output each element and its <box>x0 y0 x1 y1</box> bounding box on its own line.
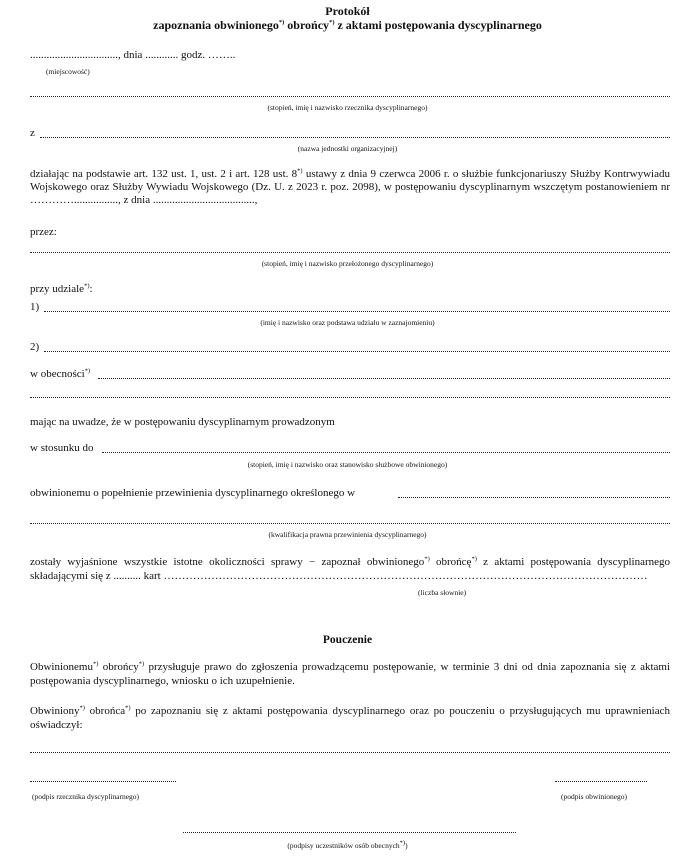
place-date-line: ................................, dnia ............ godz. …….. <box>30 49 236 61</box>
proceeding-sentence: mając na uwadze, że w postępowaniu dyscyplinarnym prowadzonym <box>30 416 335 428</box>
accused-signature-caption: (podpis obwinionego) <box>561 792 628 801</box>
accused-label: w stosunku do <box>30 442 94 454</box>
spokesman-caption: (stopień, imię i nazwisko rzecznika dyscyplinarnego) <box>267 103 428 112</box>
spokesman-signature-caption: (podpis rzecznika dyscyplinarnego) <box>32 792 140 801</box>
participants-signature-field[interactable] <box>183 832 516 833</box>
presence-field-2[interactable] <box>30 397 670 398</box>
document-title: Protokół <box>325 4 370 18</box>
participant-2-field[interactable] <box>44 351 670 352</box>
date-field[interactable]: ............ <box>145 49 179 61</box>
document-subtitle: zapoznania obwinionego*) obrońcy*) z aktami postępowania dyscyplinarnego <box>153 18 542 32</box>
participant-2-number: 2) <box>30 341 40 353</box>
charge-field-2[interactable] <box>30 523 670 524</box>
spokesman-signature-field[interactable] <box>30 781 176 782</box>
time-field[interactable]: …….. <box>207 49 236 61</box>
statement-field[interactable] <box>30 752 670 753</box>
participant-caption: (imię i nazwisko oraz podstawa udziału w zaznajomieniu) <box>260 318 435 327</box>
przez-label: przez: <box>30 226 57 238</box>
spokesman-field[interactable] <box>30 96 670 97</box>
superior-caption: (stopień, imię i nazwisko przełożonego dyscyplinarnego) <box>261 259 434 268</box>
participant-1-number: 1) <box>30 301 40 313</box>
accused-signature-field[interactable] <box>555 781 647 782</box>
unit-field[interactable] <box>40 137 670 138</box>
participant-1-field[interactable] <box>44 311 670 312</box>
files-sentence: zostały wyjaśnione wszystkie istotne okoliczności sprawy − zapoznał obwinionego*) obrońcę*) z aktami postępowania dyscyplinarnego składającymi się z .......... kart …………………………………………………………………………………………………………………… <box>30 555 670 582</box>
z-label: z <box>30 127 35 139</box>
accused-field[interactable] <box>102 452 670 453</box>
presence-label: w obecności*) <box>30 367 91 380</box>
legal-basis-paragraph: działając na podstawie art. 132 ust. 1, ust. 2 i art. 128 ust. 8*) ustawy z dnia 9 czerwca 2006 r. o służbie funkcjonariuszy Służby Kontrwywiadu Wojskowego oraz Służby Wywiadu Wojskowego (Dz. U. z 2023 r. poz. 2098), w postępowaniu dyscyplinarnym wszczętym postanowieniem nr …………................, z dnia ....................................., <box>30 167 670 206</box>
in-words-caption: (liczba słownie) <box>418 588 467 597</box>
place-caption: (miejscowość) <box>46 67 90 76</box>
participation-label: przy udziale*): <box>30 282 93 295</box>
superior-field[interactable] <box>30 252 670 253</box>
qualification-caption: (kwalifikacja prawna przewinienia dyscyplinarnego) <box>268 530 427 539</box>
instruction-paragraph-1: Obwinionemu*) obrońcy*) przysługuje prawo do zgłoszenia prowadzącemu postępowanie, w terminie 3 dni od dnia zapoznania się z aktami postępowania dyscyplinarnego, wniosku o ich uzupełnienie. <box>30 660 670 687</box>
participants-signature-caption: (podpisy uczestników osób obecnych*)) <box>287 839 408 850</box>
charge-sentence: obwinionemu o popełnienie przewinienia dyscyplinarnego określonego w <box>30 487 356 499</box>
place-field[interactable]: ................................ <box>30 49 118 61</box>
instruction-paragraph-2: Obwiniony*) obrońca*) po zapoznaniu się z aktami postępowania dyscyplinarnego oraz po pouczeniu o przysługujących mu uprawnieniach oświadczył: <box>30 704 670 731</box>
presence-field-1[interactable] <box>98 378 670 379</box>
unit-caption: (nazwa jednostki organizacyjnej) <box>297 144 398 153</box>
accused-caption: (stopień, imię i nazwisko oraz stanowisko służbowe obwinionego) <box>247 460 448 469</box>
charge-field-1[interactable] <box>398 497 670 498</box>
instruction-title: Pouczenie <box>322 634 373 646</box>
